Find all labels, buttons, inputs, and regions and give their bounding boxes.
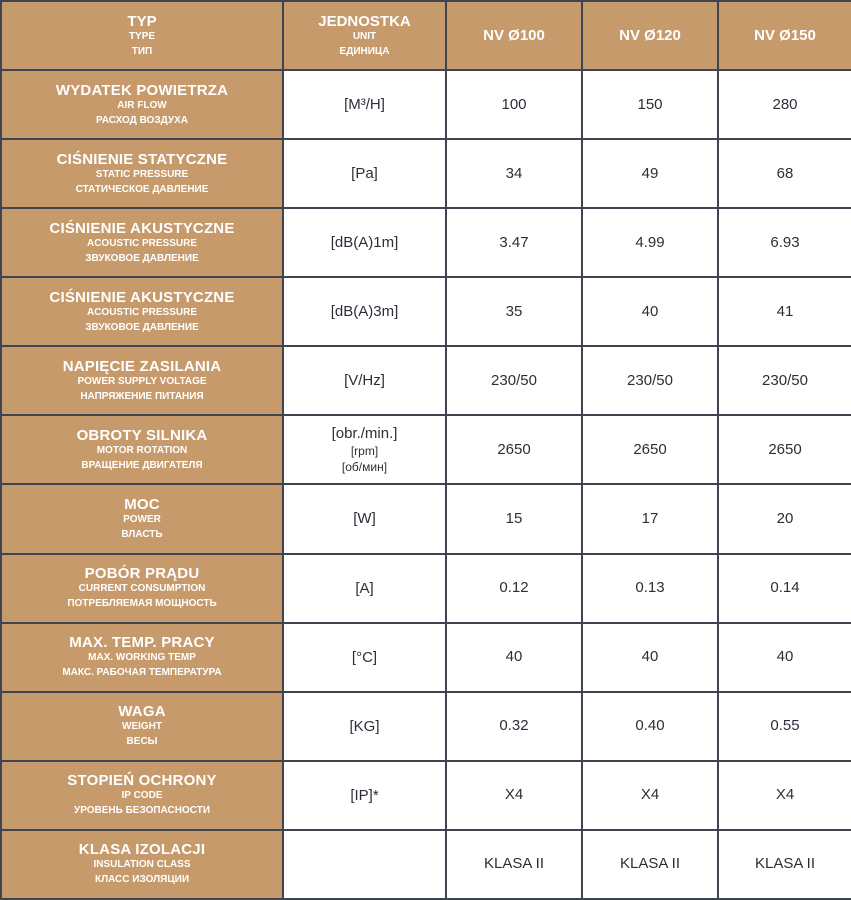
header-unit-en: UNIT — [352, 30, 377, 42]
value-text: 40 — [776, 648, 794, 666]
header-model-cell — [446, 1, 582, 70]
value-cell — [718, 277, 851, 346]
row-unit-cell — [283, 139, 446, 208]
value-text: 35 — [505, 302, 523, 320]
model-label: NV Ø150 — [754, 26, 816, 44]
value-cell — [582, 692, 718, 761]
spec-row — [1, 208, 851, 277]
spec-row — [1, 70, 851, 139]
row-unit-cell — [283, 70, 446, 139]
row-label-cell — [1, 484, 283, 553]
value-text: 0.13 — [635, 579, 665, 597]
value-text: 100 — [501, 95, 527, 113]
header-row — [1, 1, 851, 70]
value-cell — [446, 70, 582, 139]
model-label: NV Ø120 — [619, 26, 681, 44]
value-cell — [446, 346, 582, 415]
row-label-cell — [1, 70, 283, 139]
value-cell — [718, 692, 851, 761]
unit-text: [об/мин] — [341, 460, 388, 475]
row-label-pl: CIŚNIENIE STATYCZNE — [56, 150, 228, 168]
header-unit-cell — [283, 1, 446, 70]
value-cell — [582, 554, 718, 623]
spec-row — [1, 761, 851, 830]
value-text: 40 — [641, 302, 659, 320]
row-label-en: POWER — [123, 513, 161, 525]
unit-text: [V/Hz] — [344, 372, 385, 390]
row-label-ru: ПОТРЕБЛЯЕМАЯ МОЩНОСТЬ — [67, 598, 217, 610]
value-cell — [446, 761, 582, 830]
row-unit-cell — [283, 692, 446, 761]
row-label-ru: РАСХОД ВОЗДУХА — [96, 114, 188, 126]
row-label-cell — [1, 139, 283, 208]
value-text: 230/50 — [762, 371, 808, 389]
row-label-cell — [1, 277, 283, 346]
header-model-cell — [718, 1, 851, 70]
row-label-en: CURRENT CONSUMPTION — [78, 583, 206, 595]
value-cell — [446, 415, 582, 484]
value-cell — [446, 692, 582, 761]
row-label-ru: МАКС. РАБОЧАЯ ТЕМПЕРАТУРА — [62, 667, 222, 679]
spec-row — [1, 830, 851, 899]
row-unit-cell — [283, 623, 446, 692]
value-cell — [718, 208, 851, 277]
value-cell — [582, 70, 718, 139]
row-label-cell — [1, 415, 283, 484]
value-text: 150 — [637, 95, 663, 113]
header-unit-ru: ЕДИНИЦА — [339, 45, 390, 57]
row-label-ru: КЛАСС ИЗОЛЯЦИИ — [94, 874, 190, 886]
unit-text: [W] — [353, 510, 376, 528]
row-label-en: INSULATION CLASS — [93, 859, 191, 871]
value-cell — [718, 623, 851, 692]
row-unit-cell — [283, 484, 446, 553]
unit-text: [°C] — [351, 648, 378, 666]
value-text: 49 — [641, 164, 659, 182]
row-label-pl: KLASA IZOLACJI — [78, 841, 206, 859]
value-cell — [582, 484, 718, 553]
value-text: 40 — [505, 648, 523, 666]
row-label-pl: CIŚNIENIE AKUSTYCZNE — [49, 288, 235, 306]
value-text: 15 — [505, 509, 523, 527]
value-cell — [582, 761, 718, 830]
unit-text: [dB(A)1m] — [330, 234, 399, 252]
row-label-pl: WYDATEK POWIETRZA — [55, 81, 229, 99]
header-model-cell — [582, 1, 718, 70]
header-type-pl: TYP — [127, 12, 157, 30]
row-label-ru: ВРАЩЕНИЕ ДВИГАТЕЛЯ — [81, 459, 203, 471]
value-text: 2650 — [768, 440, 802, 458]
value-text: 0.12 — [499, 579, 529, 597]
value-cell — [446, 277, 582, 346]
value-cell — [718, 70, 851, 139]
model-label: NV Ø100 — [483, 26, 545, 44]
spec-row — [1, 554, 851, 623]
unit-text: [rpm] — [350, 444, 379, 459]
value-text: 2650 — [633, 440, 667, 458]
header-type-en: TYPE — [128, 30, 156, 42]
row-label-cell — [1, 554, 283, 623]
value-text: KLASA II — [483, 855, 545, 873]
row-label-en: IP CODE — [121, 790, 163, 802]
value-text: 20 — [776, 509, 794, 527]
value-text: X4 — [775, 786, 795, 804]
value-cell — [446, 208, 582, 277]
row-label-cell — [1, 692, 283, 761]
value-cell — [582, 208, 718, 277]
row-label-pl: POBÓR PRĄDU — [84, 565, 200, 583]
row-label-pl: WAGA — [118, 703, 166, 721]
unit-text: [KG] — [349, 717, 380, 735]
value-cell — [582, 277, 718, 346]
value-text: 3.47 — [499, 233, 529, 251]
row-label-en: MOTOR ROTATION — [96, 444, 188, 456]
row-unit-cell — [283, 415, 446, 484]
unit-text: [Pa] — [351, 165, 378, 183]
spec-row — [1, 415, 851, 484]
spec-row — [1, 346, 851, 415]
row-label-cell — [1, 830, 283, 899]
value-text: 34 — [505, 164, 523, 182]
row-label-ru: ВЛАСТЬ — [121, 528, 163, 540]
value-cell — [582, 346, 718, 415]
value-text: 40 — [641, 648, 659, 666]
value-cell — [718, 761, 851, 830]
row-label-pl: CIŚNIENIE AKUSTYCZNE — [49, 219, 235, 237]
spec-row — [1, 277, 851, 346]
value-cell — [718, 484, 851, 553]
row-label-en: POWER SUPPLY VOLTAGE — [77, 375, 207, 387]
row-label-en: MAX. WORKING TEMP — [88, 652, 196, 664]
value-text: 0.55 — [770, 717, 800, 735]
value-cell — [718, 346, 851, 415]
spec-row — [1, 139, 851, 208]
row-label-en: ACOUSTIC PRESSURE — [86, 306, 197, 318]
value-text: 4.99 — [635, 233, 665, 251]
value-cell — [446, 623, 582, 692]
row-label-ru: НАПРЯЖЕНИЕ ПИТАНИЯ — [80, 390, 204, 402]
row-unit-cell — [283, 554, 446, 623]
value-text: 6.93 — [770, 233, 800, 251]
value-text: 68 — [776, 164, 794, 182]
row-label-pl: STOPIEŃ OCHRONY — [67, 772, 217, 790]
row-label-en: WEIGHT — [122, 721, 162, 733]
spec-row — [1, 484, 851, 553]
spec-row — [1, 692, 851, 761]
value-text: 0.14 — [770, 579, 800, 597]
value-cell — [582, 139, 718, 208]
row-label-pl: MAX. TEMP. PRACY — [69, 634, 215, 652]
row-label-pl: OBROTY SILNIKA — [76, 426, 208, 444]
value-text: 230/50 — [627, 371, 673, 389]
row-label-ru: ВЕСЫ — [126, 736, 158, 748]
row-label-en: AIR FLOW — [117, 99, 167, 111]
spec-row — [1, 623, 851, 692]
header-type-ru: ТИП — [131, 45, 153, 57]
unit-text: [A] — [355, 579, 374, 597]
row-label-cell — [1, 346, 283, 415]
row-unit-cell — [283, 208, 446, 277]
value-cell — [446, 830, 582, 899]
value-text: KLASA II — [619, 855, 681, 873]
value-cell — [718, 554, 851, 623]
row-label-ru: УРОВЕНЬ БЕЗОПАСНОСТИ — [73, 805, 211, 817]
value-cell — [446, 554, 582, 623]
value-cell — [582, 830, 718, 899]
unit-text: [M³/H] — [344, 96, 385, 114]
row-unit-cell — [283, 346, 446, 415]
value-text: KLASA II — [754, 855, 816, 873]
value-cell — [446, 139, 582, 208]
row-unit-cell — [283, 830, 446, 899]
row-label-pl: MOC — [124, 495, 160, 513]
row-label-ru: ЗВУКОВОЕ ДАВЛЕНИЕ — [85, 321, 199, 333]
header-type-cell — [1, 1, 283, 70]
value-cell — [718, 139, 851, 208]
row-label-en: STATIC PRESSURE — [95, 168, 189, 180]
unit-text: [IP]* — [350, 786, 379, 804]
value-cell — [446, 484, 582, 553]
value-cell — [582, 623, 718, 692]
row-unit-cell — [283, 761, 446, 830]
value-text: 2650 — [497, 440, 531, 458]
value-text: 280 — [772, 95, 798, 113]
row-label-ru: ЗВУКОВОЕ ДАВЛЕНИЕ — [85, 252, 199, 264]
value-cell — [582, 415, 718, 484]
unit-text: [obr./min.] — [331, 425, 398, 443]
value-text: X4 — [640, 786, 660, 804]
row-label-cell — [1, 761, 283, 830]
row-label-cell — [1, 208, 283, 277]
value-text: 17 — [641, 509, 659, 527]
unit-text: [dB(A)3m] — [330, 303, 399, 321]
value-text: 41 — [776, 302, 794, 320]
value-text: 0.32 — [499, 717, 529, 735]
value-text: X4 — [504, 786, 524, 804]
row-label-cell — [1, 623, 283, 692]
value-cell — [718, 830, 851, 899]
value-text: 0.40 — [635, 717, 665, 735]
header-unit-pl: JEDNOSTKA — [318, 12, 411, 30]
row-label-ru: СТАТИЧЕСКОЕ ДАВЛЕНИЕ — [75, 183, 209, 195]
row-unit-cell — [283, 277, 446, 346]
value-text: 230/50 — [491, 371, 537, 389]
row-label-pl: NAPIĘCIE ZASILANIA — [62, 357, 222, 375]
row-label-en: ACOUSTIC PRESSURE — [86, 237, 197, 249]
value-cell — [718, 415, 851, 484]
